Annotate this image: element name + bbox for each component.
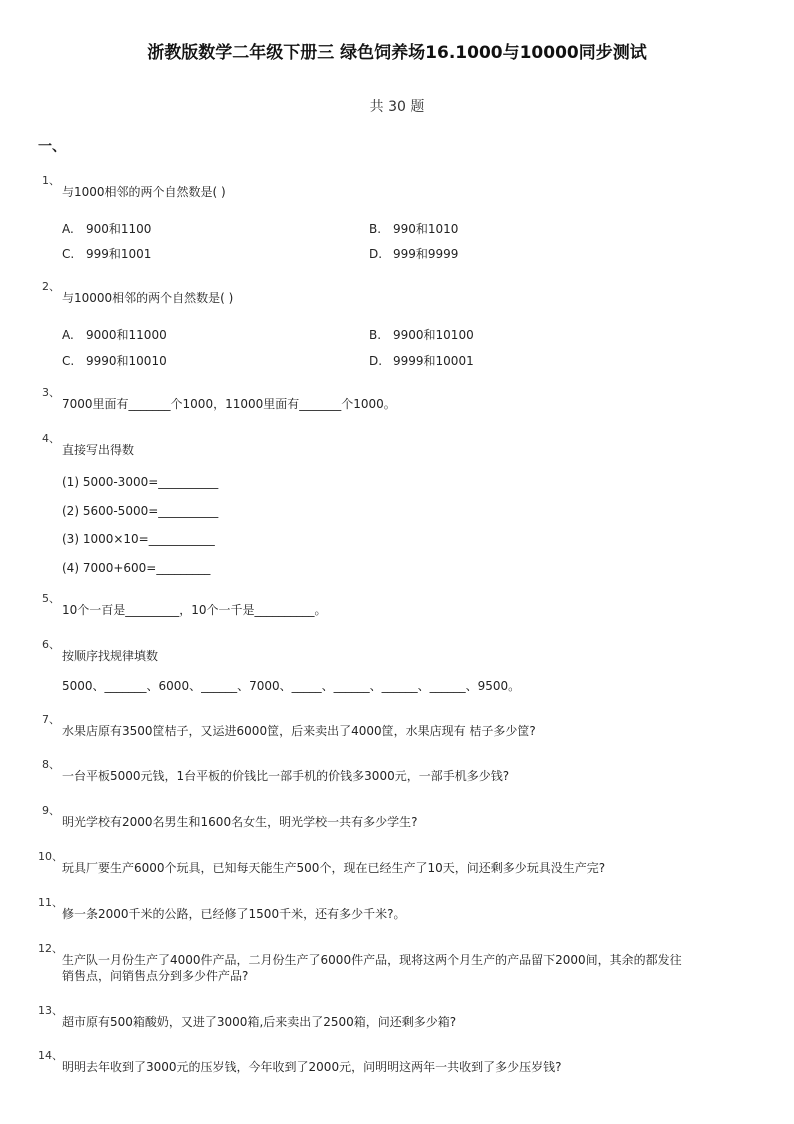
question-number: 4、 <box>42 432 60 445</box>
question-text: 与1000相邻的两个自然数是( ) <box>62 185 226 199</box>
question-number: 9、 <box>42 804 60 817</box>
sequence-line[interactable]: 5000、_______、6000、______、7000、_____、______、______、______、9500。 <box>62 679 521 693</box>
question-number: 2、 <box>42 280 60 293</box>
option-a[interactable]: A. 900和1100 <box>62 222 152 236</box>
sub-item-4[interactable]: (4) 7000+600=_________ <box>62 561 211 575</box>
option-c[interactable]: C. 999和1001 <box>62 247 152 261</box>
question-text: 与10000相邻的两个自然数是( ) <box>62 291 234 305</box>
question-text: 玩具厂要生产6000个玩具，已知每天能生产500个，现在已经生产了10天，问还剩多少玩具没生产完? <box>62 861 606 875</box>
option-b[interactable]: B. 9900和10100 <box>369 328 474 342</box>
question-count: 共 30 题 <box>369 99 425 115</box>
question-number: 8、 <box>42 758 60 771</box>
question-number: 13、 <box>38 1004 63 1017</box>
question-number: 10、 <box>38 850 63 863</box>
question-text: 明明去年收到了3000元的压岁钱，今年收到了2000元，问明明这两年一共收到了多少压岁钱? <box>62 1060 562 1074</box>
sub-item-1[interactable]: (1) 5000-3000=__________ <box>62 475 219 489</box>
option-b[interactable]: B. 990和1010 <box>369 222 459 236</box>
question-text: 10个一百是_________，10个一千是__________。 <box>62 603 327 617</box>
sub-item-3[interactable]: (3) 1000×10=___________ <box>62 532 215 546</box>
option-c[interactable]: C. 9990和10010 <box>62 354 167 368</box>
question-text: 超市原有500箱酸奶，又进了3000箱,后来卖出了2500箱，问还剩多少箱? <box>62 1015 457 1029</box>
question-number: 3、 <box>42 386 60 399</box>
question-number: 5、 <box>42 592 60 605</box>
question-text: 修一条2000千米的公路，已经修了1500千米，还有多少千米?。 <box>62 907 406 921</box>
option-a[interactable]: A. 9000和11000 <box>62 328 167 342</box>
option-d[interactable]: D. 999和9999 <box>369 247 459 261</box>
question-number: 6、 <box>42 638 60 651</box>
option-d[interactable]: D. 9999和10001 <box>369 354 474 368</box>
section-label: 一、 <box>38 139 66 155</box>
question-text: 直接写出得数 <box>62 443 135 457</box>
question-text: 一台平板5000元钱，1台平板的价钱比一部手机的价钱多3000元，一部手机多少钱? <box>62 769 510 783</box>
document-title: 浙教版数学二年级下册三 绿色饲养场16.1000与10000同步测试 <box>147 43 647 63</box>
question-text: 按顺序找规律填数 <box>62 649 159 663</box>
question-number: 12、 <box>38 942 63 955</box>
question-number: 11、 <box>38 896 63 909</box>
question-number: 7、 <box>42 713 60 726</box>
sub-item-2[interactable]: (2) 5600-5000=__________ <box>62 504 219 518</box>
question-text: 7000里面有_______个1000，11000里面有_______个1000。 <box>62 397 396 411</box>
question-text: 水果店原有3500筐桔子，又运进6000筐，后来卖出了4000筐，水果店现有 桔子多少筐? <box>62 724 536 738</box>
question-text: 明光学校有2000名男生和1600名女生，明光学校一共有多少学生? <box>62 815 418 829</box>
question-number: 14、 <box>38 1049 63 1062</box>
question-text-continued: 销售点，问销售点分到多少件产品? <box>62 969 249 983</box>
question-text: 生产队一月份生产了4000件产品，二月份生产了6000件产品，现将这两个月生产的产品留下2000间，其余的都发往 <box>62 953 682 967</box>
question-number: 1、 <box>42 174 60 187</box>
